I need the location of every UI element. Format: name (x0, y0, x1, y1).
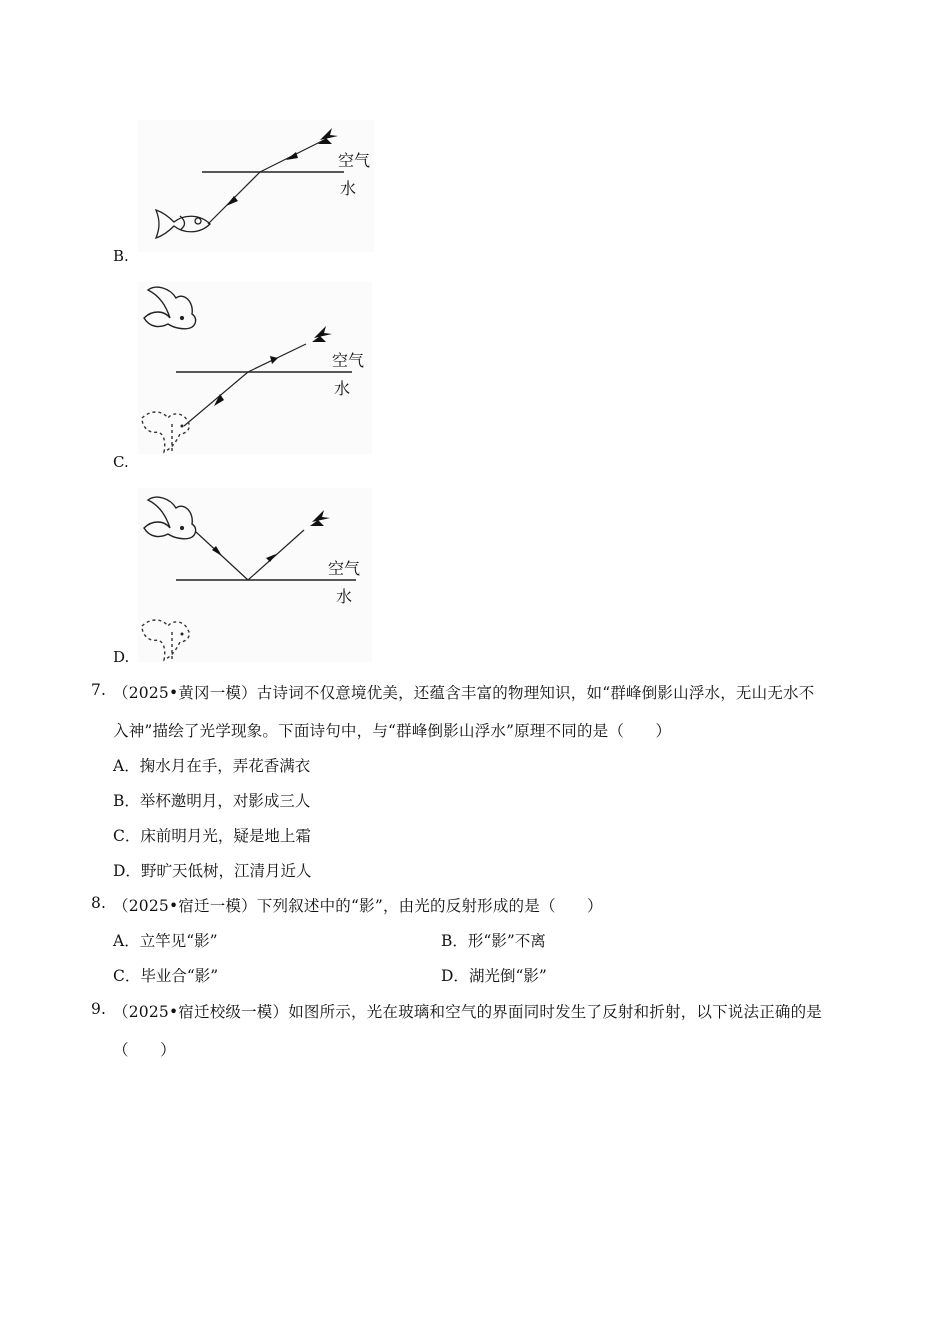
option-text: 床前明月光，疑是地上霜 (140, 827, 311, 845)
air-label: 空气 (338, 151, 371, 170)
option-text: 毕业合“影” (140, 967, 219, 985)
figure-b-refraction-diagram (138, 120, 374, 252)
arrow-icon (286, 152, 298, 160)
option-letter: A． (113, 932, 140, 950)
option-b[interactable] (441, 929, 546, 951)
question-stem-line: （2025•宿迁一模）下列叙述中的“影”，由光的反射形成的是（ ） (113, 897, 603, 915)
bird-image-dashed-icon (142, 412, 189, 452)
option-text: 野旷天低树，江清月近人 (140, 862, 312, 880)
water-label: 水 (340, 179, 357, 198)
question-stem-line: （2025•宿迁校级一模）如图所示，光在玻璃和空气的界面同时发生了反射和折射，以下说法正确的是 (113, 1003, 822, 1021)
option-letter: C． (113, 967, 141, 985)
bird-image-dashed-icon (142, 620, 189, 660)
option-text: 立竿见“影” (139, 932, 218, 950)
option-letter: B． (441, 932, 468, 950)
option-d[interactable] (441, 964, 547, 986)
air-label: 空气 (328, 559, 361, 578)
option-letter: A． (113, 757, 140, 775)
option-a[interactable] (113, 754, 310, 776)
option-c[interactable] (113, 824, 311, 846)
figure-d-reflection-diagram (138, 488, 372, 662)
air-label: 空气 (332, 351, 365, 370)
water-label: 水 (334, 379, 351, 398)
option-text: 湖光倒“影” (468, 967, 547, 985)
question-number: 9. (91, 1000, 107, 1018)
figure-b-letter: B. (113, 247, 129, 265)
question-stem-line: （2025•黄冈一模）古诗词不仅意境优美，还蕴含丰富的物理知识，如“群峰倒影山浮水，无山无水不 (113, 684, 815, 702)
fish-icon (156, 210, 210, 238)
option-letter: D． (113, 862, 141, 880)
figure-c-letter: C. (113, 453, 129, 471)
option-text: 形“影”不离 (467, 932, 546, 950)
option-letter: C． (113, 827, 141, 845)
bird-icon (144, 287, 196, 329)
option-text: 举杯邀明月，对影成三人 (139, 792, 311, 810)
option-letter: B． (113, 792, 140, 810)
arrow-icon (266, 554, 276, 562)
light-ray (184, 372, 248, 426)
option-d[interactable] (113, 859, 311, 881)
question-number: 8. (91, 894, 107, 912)
question-stem-line: （ ） (113, 1041, 176, 1059)
question-stem-line: 入神”描绘了光学现象。下面诗句中，与“群峰倒影山浮水”原理不同的是（ ） (113, 722, 672, 740)
bird-icon (144, 497, 196, 539)
arrow-icon (270, 356, 278, 364)
question-number: 7. (91, 681, 107, 699)
option-b[interactable] (113, 789, 310, 811)
light-ray (248, 530, 304, 580)
option-c[interactable] (113, 964, 218, 986)
eye-icon (310, 510, 330, 526)
figure-d-letter: D. (113, 648, 130, 666)
option-a[interactable] (113, 929, 218, 951)
option-text: 掬水月在手，弄花香满衣 (139, 757, 311, 775)
figure-c-refraction-diagram (138, 282, 372, 454)
eye-icon (312, 326, 332, 342)
water-label: 水 (336, 587, 353, 606)
option-letter: D． (441, 967, 469, 985)
arrow-icon (226, 196, 238, 206)
